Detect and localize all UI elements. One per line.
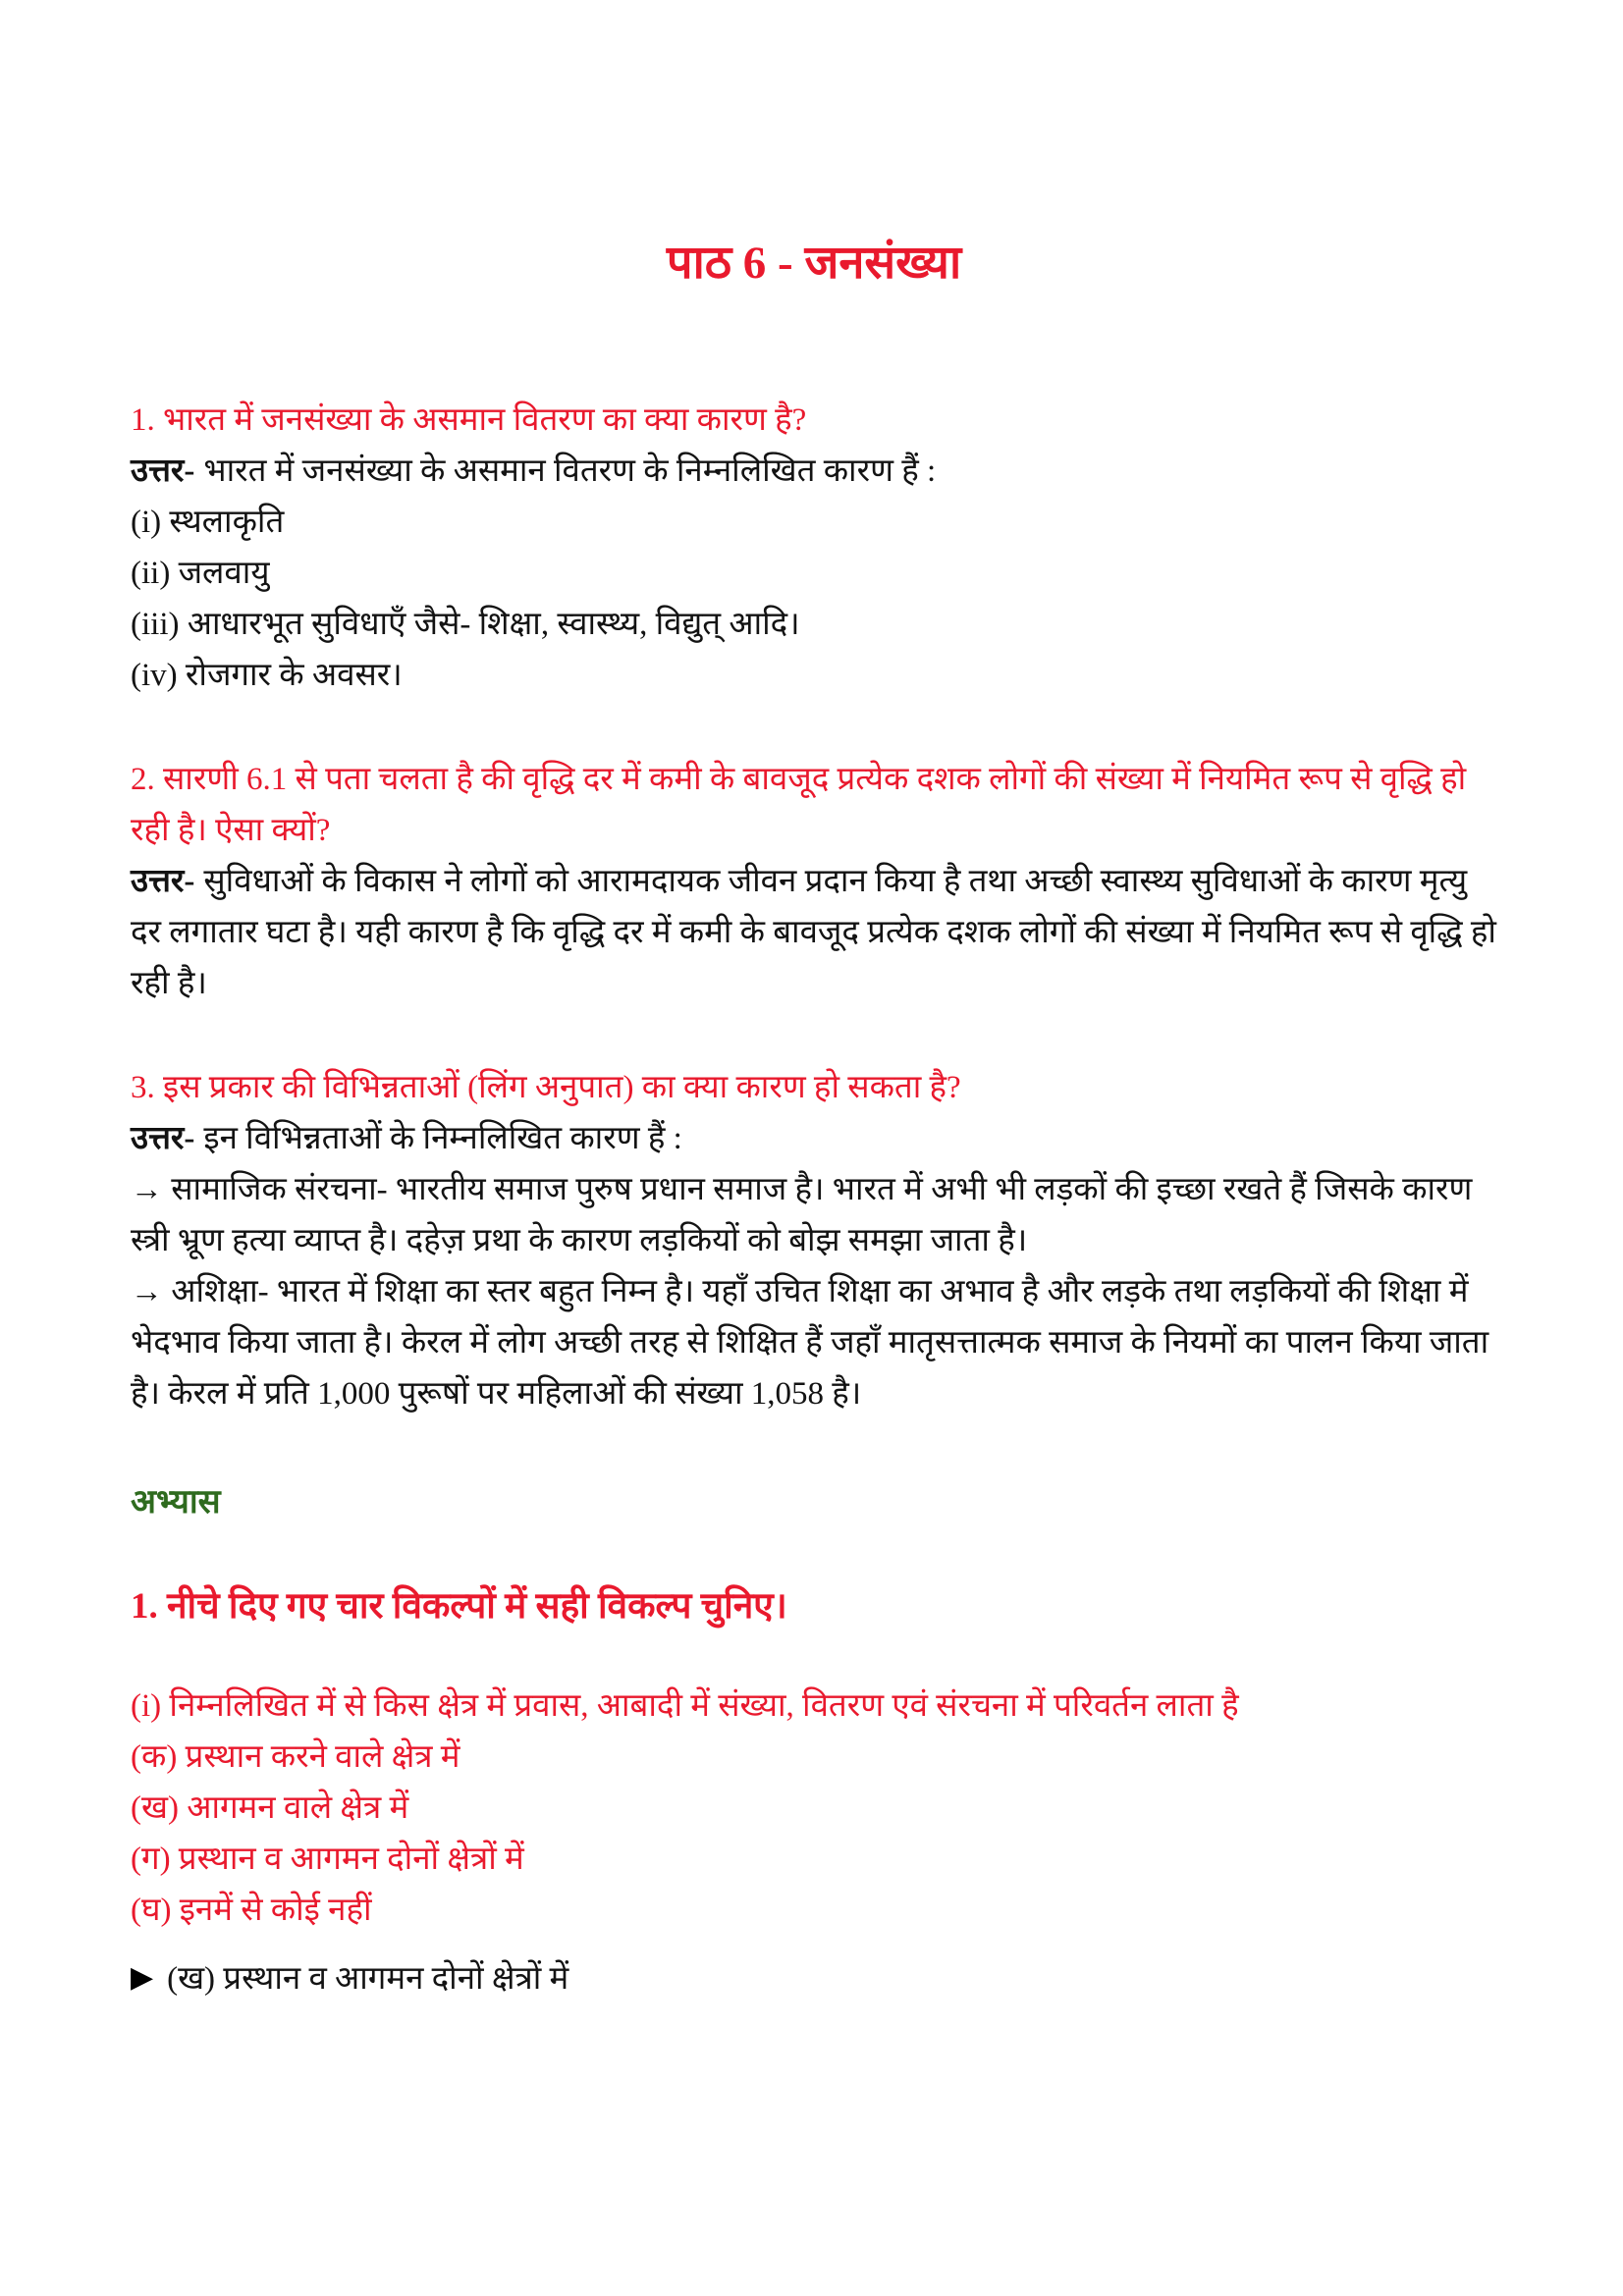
exercise-heading: अभ्यास: [131, 1484, 221, 1521]
question-2: 2. सारणी 6.1 से पता चलता है की वृद्धि दर में कमी के बावजूद प्रत्येक दशक लोगों की संख्या में नियमित रूप से वृद्धि हो रही है। ऐसा क्यों?: [131, 762, 1467, 848]
page-title: पाठ 6 - जनसंख्या: [666, 238, 962, 289]
answer-1-point-2: (ii) जलवायु: [131, 556, 270, 591]
answer-1-intro-text: भारत में जनसंख्या के असमान वितरण के निम्नलिखित कारण हैं :: [203, 454, 937, 489]
mcq-question-1-text: (i) निम्नलिखित में से किस क्षेत्र में प्रवास, आबादी में संख्या, वितरण एवं संरचना में परिवर्तन लाता है: [131, 1688, 1239, 1724]
answer-2-intro-text: सुविधाओं के विकास ने लोगों को आरामदायक जीवन प्रदान किया है तथा अच्छी स्वास्थ्य सुविधाओं के कारण मृत्यु दर लगातार घटा है। यही कारण है कि वृद्धि दर में कमी के बावजूद प्रत्येक दशक लोगों की संख्या में नियमित रूप से वृद्धि हो रही है।: [131, 864, 1496, 1001]
answer-2-label: उत्तर-: [131, 864, 195, 899]
mcq-option-kha: (ख) आगमन वाले क्षेत्र में: [131, 1790, 409, 1826]
answer-3-label: उत्तर-: [131, 1121, 195, 1156]
answer-1-point-3: (iii) आधारभूत सुविधाएँ जैसे- शिक्षा, स्वास्थ्य, विद्युत् आदि।: [131, 607, 800, 642]
mcq-option-gha: (घ) इनमें से कोई नहीं: [131, 1893, 372, 1928]
answer-triangle-icon: ▶: [131, 1961, 154, 1994]
answer-1-intro: [131, 446, 1497, 497]
answer-3-point-1: → सामाजिक संरचना- भारतीय समाज पुरुष प्रधान समाज है। भारत में अभी भी लड़कों की इच्छा रखते हैं जिसके कारण स्त्री भ्रूण हत्या व्याप्त है। दहेज़ प्रथा के कारण लड़कियों को बोझ समझा जाता है।: [131, 1172, 1473, 1258]
qa-block-1: [131, 395, 1497, 701]
mcq-option-ka: (क) प्रस्थान करने वाले क्षेत्र में: [131, 1739, 460, 1775]
answer-1-label: उत्तर-: [131, 454, 195, 489]
answer-2-intro: [131, 856, 1497, 1009]
mcq-option-ga: (ग) प्रस्थान व आगमन दोनों क्षेत्रों में: [131, 1842, 524, 1877]
answer-3-point-2: → अशिक्षा- भारत में शिक्षा का स्तर बहुत निम्न है। यहाँ उचित शिक्षा का अभाव है और लड़के तथा लड़कियों की शिक्षा में भेदभाव किया जाता है। केरल में लोग अच्छी तरह से शिक्षित हैं जहाँ मातृसत्तात्मक समाज के नियमों का पालन किया जाता है। केरल में प्रति 1,000 पुरूषों पर महिलाओं की संख्या 1,058 है।: [131, 1274, 1489, 1412]
mcq-question-1: [131, 1681, 1497, 2005]
qa-block-2: [131, 754, 1497, 1009]
mcq-answer-line: [131, 1953, 1497, 2005]
mcq-answer-text: (ख) प्रस्थान व आगमन दोनों क्षेत्रों में: [167, 1961, 569, 1997]
question-3: 3. इस प्रकार की विभिन्नताओं (लिंग अनुपात) का क्या कारण हो सकता है?: [131, 1070, 961, 1105]
answer-1-point-1: (i) स्थलाकृति: [131, 505, 285, 540]
qa-block-3: [131, 1062, 1497, 1419]
answer-3-intro: [131, 1113, 1497, 1164]
answer-1-point-4: (iv) रोजगार के अवसर।: [131, 658, 403, 693]
mcq-section-title: 1. नीचे दिए गए चार विकल्पों में सही विकल्प चुनिए।: [131, 1586, 787, 1627]
answer-3-intro-text: इन विभिन्नताओं के निम्नलिखित कारण हैं :: [203, 1121, 682, 1156]
question-1: 1. भारत में जनसंख्या के असमान वितरण का क्या कारण है?: [131, 402, 807, 438]
